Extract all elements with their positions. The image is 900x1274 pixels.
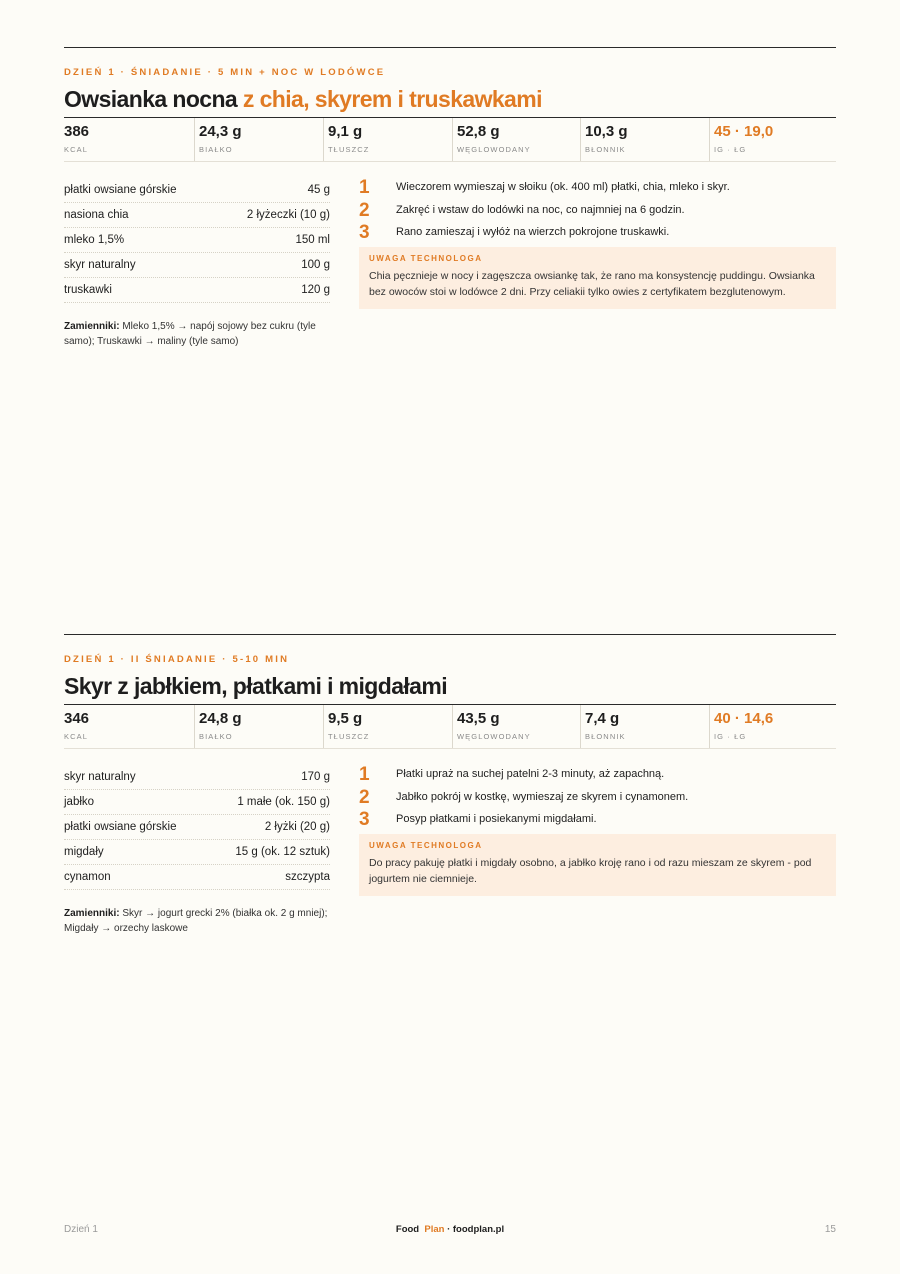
ingredient-amount: 100 g — [301, 259, 330, 271]
nutrition-label: WĘGLOWODANY — [457, 145, 531, 154]
nutrition-bar — [64, 117, 836, 162]
nutrition-fiber — [580, 118, 709, 161]
ingredient-amount: 2 łyżki (20 g) — [264, 821, 330, 833]
brand-food: Food — [395, 1224, 420, 1235]
ingredient-name: mleko 1,5% — [64, 234, 125, 246]
nutrition-label: BŁONNIK — [585, 732, 626, 741]
recipe-meta: DZIEŃ 1 · II ŚNIADANIE · 5-10 MIN — [64, 654, 290, 665]
ingredient-amount: 15 g (ok. 12 sztuk) — [235, 846, 330, 858]
ingredient-row — [64, 790, 330, 815]
ingredient-row — [64, 865, 330, 890]
nutrition-fiber — [580, 705, 709, 748]
footer-day-label: Dzień 1 — [64, 1224, 98, 1235]
step-item — [359, 810, 836, 833]
nutrition-value: 9,1 g — [328, 123, 363, 140]
ingredient-row — [64, 228, 330, 253]
ingredient-name: skyr naturalny — [64, 259, 136, 271]
note-text: Chia pęcznieje w nocy i zagęszcza owsiankę tak, że rano ma konsystencję puddingu. Owsianka bez owoców stoi w lodówce 2 dni. Przy celiakii tylko owies z certyfikatem bezglutenowym. — [369, 269, 815, 298]
technologist-note — [359, 247, 836, 309]
ingredient-name: cynamon — [64, 871, 111, 883]
nutrition-label: IG · ŁG — [714, 732, 747, 741]
nutrition-value: 346 — [64, 710, 90, 727]
ingredient-row — [64, 765, 330, 790]
recipe-card — [64, 634, 836, 934]
nutrition-carbs — [452, 118, 580, 161]
ingredient-amount: 170 g — [301, 771, 330, 783]
step-number: 3 — [359, 222, 370, 243]
ingredient-name: płatki owsiane górskie — [64, 821, 177, 833]
nutrition-label: IG · ŁG — [714, 145, 747, 154]
ingredient-row — [64, 815, 330, 840]
ingredient-amount: szczypta — [285, 871, 330, 883]
brand-site: · foodplan.pl — [444, 1224, 505, 1235]
recipe-title-main: Skyr z jabłkiem, płatkami i migdałami — [64, 673, 448, 699]
technologist-note — [359, 834, 836, 896]
step-number: 2 — [359, 199, 370, 221]
step-text: Jabłko pokrój w kostkę, wymieszaj ze skyrem i cynamonem. — [396, 790, 689, 803]
ingredient-row — [64, 840, 330, 865]
ingredient-name: płatki owsiane górskie — [64, 184, 177, 196]
nutrition-protein — [194, 118, 323, 161]
recipe-title — [64, 86, 836, 114]
nutrition-label: BIAŁKO — [199, 145, 233, 154]
nutrition-label: BŁONNIK — [585, 145, 626, 154]
substitutes-label: Zamienniki: — [64, 321, 120, 332]
step-item — [359, 178, 836, 201]
nutrition-kcal — [64, 118, 194, 161]
nutrition-label: KCAL — [64, 732, 88, 741]
page-footer — [64, 1224, 836, 1238]
step-item — [359, 788, 836, 811]
ingredient-row — [64, 178, 330, 203]
note-text: Do pracy pakuję płatki i migdały osobno, a jabłko kroję rano i od razu mieszam ze skyrem - pod jogurtem nie ciemnieje. — [369, 856, 812, 885]
page-number: 15 — [824, 1224, 836, 1235]
nutrition-value: 9,5 g — [328, 710, 363, 727]
step-text: Wieczorem wymieszaj w słoiku (ok. 400 ml) płatki, chia, mleko i skyr. — [396, 181, 730, 193]
nutrition-label: BIAŁKO — [199, 732, 233, 741]
step-item — [359, 201, 836, 224]
recipe-card — [64, 47, 836, 347]
recipe-title — [64, 673, 836, 701]
nutrition-kcal — [64, 705, 194, 748]
step-number: 1 — [359, 177, 370, 198]
step-text: Posyp płatkami i posiekanymi migdałami. — [396, 813, 597, 825]
ingredient-amount: 45 g — [307, 184, 330, 196]
recipe-title-main: Owsianka nocna — [64, 86, 243, 112]
steps-list — [359, 765, 836, 896]
note-label: UWAGA TECHNOLOGA — [369, 253, 483, 263]
step-text: Rano zamieszaj i wyłóż na wierzch pokrojone truskawki. — [396, 226, 670, 238]
nutrition-gi-gl — [709, 705, 836, 748]
nutrition-value: 43,5 g — [457, 710, 500, 727]
step-item — [359, 223, 836, 246]
nutrition-label: TŁUSZCZ — [328, 732, 370, 741]
ingredient-amount: 150 ml — [295, 234, 330, 246]
ingredient-name: skyr naturalny — [64, 771, 136, 783]
nutrition-value: 24,3 g — [199, 123, 242, 140]
note-label: UWAGA TECHNOLOGA — [369, 840, 483, 850]
nutrition-gi-gl — [709, 118, 836, 161]
substitutes-text: Skyr → jogurt grecki 2% (białka ok. 2 g mniej); Migdały → orzechy laskowe — [64, 908, 328, 934]
step-number: 3 — [359, 809, 370, 830]
step-number: 2 — [359, 786, 370, 808]
substitutes — [64, 906, 330, 936]
nutrition-fat — [323, 705, 452, 748]
nutrition-bar — [64, 704, 836, 749]
nutrition-value: 7,4 g — [585, 710, 620, 727]
substitutes-text: Mleko 1,5% → napój sojowy bez cukru (tyle samo); Truskawki → maliny (tyle samo) — [64, 321, 316, 347]
top-rule — [64, 47, 836, 48]
ingredient-row — [64, 253, 330, 278]
nutrition-label: KCAL — [64, 145, 88, 154]
nutrition-value: 386 — [64, 123, 90, 140]
nutrition-value: 10,3 g — [585, 123, 628, 140]
ingredient-name: jabłko — [64, 796, 95, 808]
nutrition-value: 40 · 14,6 — [714, 710, 774, 727]
ingredient-name: nasiona chia — [64, 209, 129, 221]
substitutes — [64, 319, 330, 349]
ingredient-row — [64, 203, 330, 228]
nutrition-value: 45 · 19,0 — [714, 123, 774, 140]
nutrition-carbs — [452, 705, 580, 748]
ingredient-row — [64, 278, 330, 303]
ingredient-amount: 2 łyżeczki (10 g) — [246, 209, 330, 221]
nutrition-fat — [323, 118, 452, 161]
step-number: 1 — [359, 764, 370, 785]
nutrition-label: WĘGLOWODANY — [457, 732, 531, 741]
step-text: Płatki upraż na suchej patelni 2-3 minuty, aż zapachną. — [396, 768, 665, 780]
ingredients-list — [64, 765, 330, 936]
footer-brand — [64, 1224, 836, 1235]
recipe-title-accent: z chia, skyrem i truskawkami — [242, 86, 542, 112]
top-rule — [64, 634, 836, 635]
nutrition-label: TŁUSZCZ — [328, 145, 370, 154]
nutrition-protein — [194, 705, 323, 748]
nutrition-value: 24,8 g — [199, 710, 242, 727]
ingredient-name: truskawki — [64, 284, 112, 296]
ingredients-list — [64, 178, 330, 349]
step-text: Zakręć i wstaw do lodówki na noc, co najmniej na 6 godzin. — [396, 203, 685, 216]
steps-list — [359, 178, 836, 309]
step-item — [359, 765, 836, 788]
recipe-meta: DZIEŃ 1 · ŚNIADANIE · 5 MIN + NOC W LODÓWCE — [64, 67, 386, 78]
brand-plan: Plan — [424, 1224, 445, 1235]
ingredient-amount: 1 małe (ok. 150 g) — [237, 796, 330, 808]
nutrition-value: 52,8 g — [457, 123, 500, 140]
ingredient-amount: 120 g — [301, 284, 330, 296]
ingredient-name: migdały — [64, 846, 104, 858]
substitutes-label: Zamienniki: — [64, 908, 120, 919]
